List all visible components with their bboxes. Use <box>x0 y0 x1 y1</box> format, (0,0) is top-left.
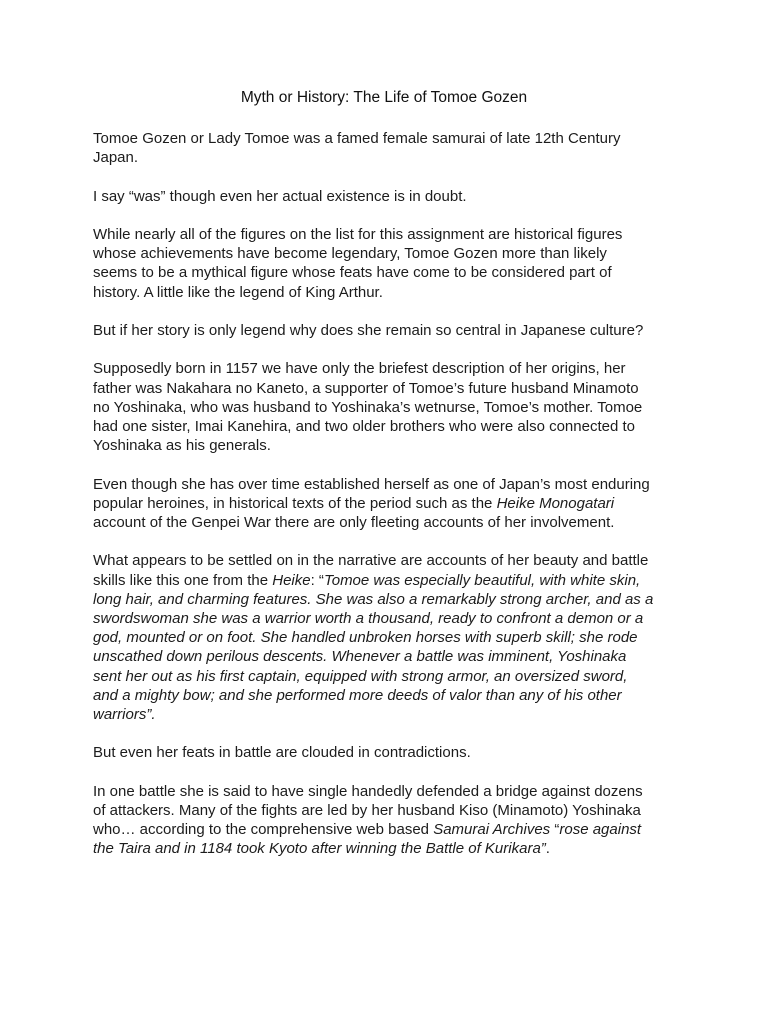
text-segment: of attackers. Many of the fights are led by her husband Kiso (Minamoto) Yoshinaka <box>93 801 641 819</box>
text-segment: father was Nakahara no Kaneto, a supporter of Tomoe’s future husband Minamoto <box>93 379 639 397</box>
text-line <box>93 379 683 398</box>
text-segment: popular heroines, in historical texts of the period such as the <box>93 494 497 512</box>
text-line <box>93 551 683 570</box>
text-segment: skills like this one from the <box>93 571 273 589</box>
italic-text: unscathed down perilous descents. Whenever a battle was imminent, Yoshinaka <box>93 648 627 666</box>
text-line <box>93 244 683 263</box>
text-segment: Japan. <box>93 149 139 167</box>
text-segment: Yoshinaka as his generals. <box>93 437 271 455</box>
text-line <box>93 609 683 628</box>
italic-text: the Taira and in 1184 took Kyoto after winning the Battle of Kurikara” <box>93 840 546 858</box>
text-line <box>93 705 683 724</box>
text-line <box>93 839 683 858</box>
text-line <box>93 436 683 455</box>
text-line <box>93 801 683 820</box>
text-segment: What appears to be settled on in the narrative are accounts of her beauty and battle <box>93 552 649 570</box>
text-segment: . <box>545 840 550 858</box>
text-line <box>93 494 683 513</box>
text-line <box>93 359 683 378</box>
italic-text: Tomoe was especially beautiful, with white skin, <box>323 571 641 589</box>
text-segment: Supposedly born in 1157 we have only the briefest description of her origins, her <box>93 360 626 378</box>
text-segment: In one battle she is said to have single handedly defended a bridge against dozens <box>93 782 643 800</box>
text-segment: While nearly all of the figures on the list for this assignment are historical figures <box>93 225 623 243</box>
text-line <box>93 475 683 494</box>
text-segment: : “ <box>310 571 324 589</box>
italic-text: and a mighty bow; and she performed more deeds of valor than any of his other <box>93 686 622 704</box>
italic-text: swordswoman she was a warrior worth a thousand, ready to confront a demon or a <box>93 609 644 627</box>
text-line <box>93 571 683 590</box>
italic-text: long hair, and charming features. She was also a remarkably strong archer, and as a <box>93 590 654 608</box>
text-line <box>93 263 683 282</box>
text-line <box>93 417 683 436</box>
paragraph <box>93 321 683 340</box>
text-segment: who… according to the comprehensive web based <box>93 821 434 839</box>
text-line <box>93 398 683 417</box>
italic-text: warriors”. <box>93 706 156 723</box>
paragraph <box>93 129 683 167</box>
text-line <box>93 187 683 206</box>
paragraph <box>93 225 683 302</box>
text-line <box>93 148 683 167</box>
text-segment: Tomoe Gozen or Lady Tomoe was a famed female samurai of late 12th Century <box>93 130 621 147</box>
italic-text: Heike <box>272 571 311 589</box>
paragraph <box>93 475 683 533</box>
document-title: Myth or History: The Life of Tomoe Gozen <box>240 89 528 106</box>
text-line <box>93 283 683 302</box>
text-line <box>93 590 683 609</box>
paragraph <box>93 359 683 455</box>
text-segment: account of the Genpei War there are only fleeting accounts of her involvement. <box>93 513 615 531</box>
text-line <box>93 667 683 686</box>
text-segment: whose achievements have become legendary, Tomoe Gozen more than likely <box>93 245 607 263</box>
italic-text: rose against <box>559 821 642 839</box>
text-segment: no Yoshinaka, who was husband to Yoshinaka’s wetnurse, Tomoe’s mother. Tomoe <box>93 398 643 416</box>
text-segment: had one sister, Imai Kanehira, and two older brothers who were also connected to <box>93 417 635 435</box>
document-body <box>93 129 683 878</box>
text-line <box>93 225 683 244</box>
paragraph <box>93 782 683 859</box>
text-line <box>93 686 683 705</box>
text-line <box>93 743 683 762</box>
text-line <box>93 820 683 839</box>
text-segment: “ <box>550 821 560 839</box>
text-line <box>93 321 683 340</box>
italic-text: Samurai Archives <box>433 821 551 839</box>
paragraph <box>93 187 683 206</box>
text-line <box>93 129 683 148</box>
text-segment: But if her story is only legend why does she remain so central in Japanese culture? <box>93 321 644 339</box>
text-line <box>93 513 683 532</box>
paragraph <box>93 551 683 724</box>
text-line <box>93 628 683 647</box>
paragraph <box>93 743 683 762</box>
italic-text: god, mounted or on foot. She handled unbroken horses with superb skill; she rode <box>93 629 638 647</box>
text-segment: But even her feats in battle are clouded in contradictions. <box>93 744 471 762</box>
italic-text: sent her out as his first captain, equipped with strong armor, an oversized sword, <box>93 667 628 685</box>
text-segment: Even though she has over time established herself as one of Japan’s most enduring <box>93 475 650 493</box>
text-segment: history. A little like the legend of King Arthur. <box>93 283 383 301</box>
text-line <box>93 647 683 666</box>
italic-text: Heike Monogatari <box>496 494 615 512</box>
text-segment: seems to be a mythical figure whose feats have come to be considered part of <box>93 264 612 282</box>
text-line <box>93 782 683 801</box>
text-segment: I say “was” though even her actual existence is in doubt. <box>93 187 467 205</box>
